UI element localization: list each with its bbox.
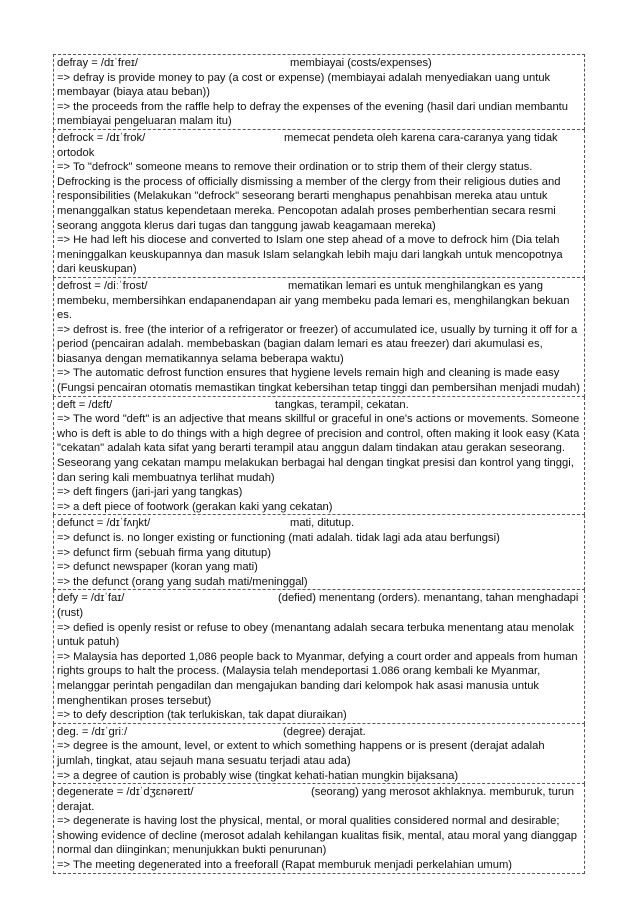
entry-header: [57, 279, 581, 323]
entry-header: [57, 131, 581, 160]
entry-term: defrost = /diːˈfrost/: [57, 279, 148, 292]
entry-line: => the proceeds from the raffle help to defray the expenses of the evening (hasil dari undian membantu membiayai pengeluaran malam itu): [57, 100, 569, 128]
entry-degenerate: [53, 784, 585, 874]
entry-line: => He had left his diocese and converted to Islam one step ahead of a move to defrock him (Dia telah meninggalkan keuskupannya dan masuk Islam selangkah lebih maju dari langkah untuk mencopotnya dari keuskupan): [57, 234, 563, 276]
entry-defrock: [53, 130, 585, 278]
entry-line: => defunct newspaper (koran yang mati): [57, 561, 258, 574]
entry-line: => To "defrock" someone means to remove their ordination or to strip them of their clergy status. Defrocking is the process of officially dismissing a member of the clergy from their religious duties and responsibilities (Melakukan "defrock" seseorang berarti menghapus penahbisan mereka atau untuk menanggalkan status kependetaan mereka. Pencopotan adalah proses pemberhentian secara resmi seorang anggota klerus dari tugas dan tanggung jawab keagamaan mereka): [57, 161, 561, 232]
entry-line: => degree is the amount, level, or extent to which something happens or is present (derajat adalah jumlah, tingkat, atau sejauh mana sesuatu terjadi atau ada): [57, 740, 545, 767]
entry-line: => defunct firm (sebuah firma yang ditutup): [57, 546, 271, 559]
entry-line: => to defy description (tak terlukiskan, tak dapat diuraikan): [57, 709, 347, 722]
entry-term: defray = /dɪˈfreɪ/: [57, 57, 139, 69]
entry-term: defunct = /dɪˈfʌŋkt/: [57, 517, 151, 530]
entry-term: deg. = /dɪˈgriː/: [57, 725, 128, 738]
entry-defunct: [53, 515, 585, 590]
entry-line: => defrost is. free (the interior of a refrigerator or freezer) of accumulated ice, usually by turning it off for a period (pencairan adalah. membebaskan (bagian dalam lemari es atau freezer) dari akumulasi es, biasanya dengan mematikannya selama beberapa waktu): [57, 323, 578, 365]
entry-gloss: mati, ditutup.: [290, 517, 355, 530]
entry-header: [57, 516, 581, 531]
entry-line: => a deft piece of footwork (gerakan kaki yang cekatan): [57, 500, 333, 513]
entry-gloss: membiayai (costs/expenses): [290, 57, 432, 69]
entry-header: [57, 56, 581, 71]
entry-term: defy = /dɪˈfaɪ/: [57, 592, 125, 605]
entry-line: => the defunct (orang yang sudah mati/meninggal): [57, 575, 308, 588]
vocabulary-sheet: [53, 54, 585, 874]
entry-term: degenerate = /dɪˈdʒɛnəreɪt/: [57, 786, 194, 799]
entry-line: => The meeting degenerated into a freeforall (Rapat memburuk menjadi perkelahian umum): [57, 859, 513, 872]
entry-gloss: tangkas, terampil, cekatan.: [275, 398, 409, 411]
entry-header: [57, 398, 581, 413]
entry-line: => Malaysia has deported 1,086 people back to Myanmar, defying a court order and appeals from human rights groups to halt the process. (Malaysia telah mendeportasi 1.086 orang kembali ke Myanmar, melanggar perintah pengadilan dan mengajukan banding dari kelompok hak asasi manusia untuk menghentikan proses tersebut): [57, 650, 578, 707]
entry-line: => deft fingers (jari-jari yang tangkas): [57, 486, 243, 499]
entry-line: => degenerate is having lost the physical, mental, or moral qualities considered normal and desirable; showing evidence of decline (merosot adalah kehilangan kualitas fisik, mental, atau moral yang dianggap normal dan diinginkan; menunjukkan bukti penurunan): [57, 815, 577, 857]
entry-term: deft = /dɛft/: [57, 398, 113, 411]
entry-defrost: [53, 278, 585, 397]
entry-line: => The automatic defrost function ensures that hygiene levels remain high and cleaning is made easy (Fungsi pencairan otomatis memastikan tingkat kebersihan tetap tinggi dan pembersihan menjadi mudah): [57, 367, 580, 395]
entry-defray: [53, 54, 585, 130]
entry-gloss: memecat pendeta oleh karena cara-caranya yang tidak ortodok: [57, 131, 558, 159]
entry-header: [57, 785, 581, 814]
entry-line: => The word "deft" is an adjective that means skillful or graceful in one's actions or movements. Someone who is deft is able to do things with a high degree of precision and control, often making it look easy (Kata "cekatan" adalah kata sifat yang berarti terampil atau anggun dalam tindakan atau gerakan seseorang. Seseorang yang cekatan mampu melakukan berbagai hal dengan tingkat presisi dan kontrol yang tinggi, dan sering kali membuatnya terlihat mudah): [57, 413, 580, 484]
entry-line: => defray is provide money to pay (a cost or expense) (membiayai adalah menyediakan uang untuk membayar (biaya atau beban)): [57, 71, 551, 99]
entry-gloss: mematikan lemari es untuk menghilangkan es yang membeku, membersihkan endapanendapan air yang membeku pada lemari es, menghilangkan bekuan es.: [57, 279, 570, 322]
entry-line: => a degree of caution is probably wise (tingkat kehati-hatian mungkin bijaksana): [57, 769, 459, 782]
entry-term: defrock = /dɪˈfrok/: [57, 131, 146, 144]
entry-gloss: (defied) menentang (orders). menantang, tahan menghadapi (rust): [57, 592, 579, 619]
entry-defy: [53, 590, 585, 723]
entry-header: [57, 591, 581, 620]
entry-deft: [53, 397, 585, 516]
entry-line: => defied is openly resist or refuse to obey (menantang adalah secara terbuka menentang atau menolak untuk patuh): [57, 621, 574, 649]
entry-gloss: (seorang) yang merosot akhlaknya. memburuk, turun derajat.: [57, 786, 575, 813]
entry-deg: [53, 724, 585, 784]
entry-line: => defunct is. no longer existing or functioning (mati adalah. tidak lagi ada atau berfungsi): [57, 532, 500, 544]
entry-header: [57, 725, 581, 740]
entry-gloss: (degree) derajat.: [283, 725, 366, 738]
